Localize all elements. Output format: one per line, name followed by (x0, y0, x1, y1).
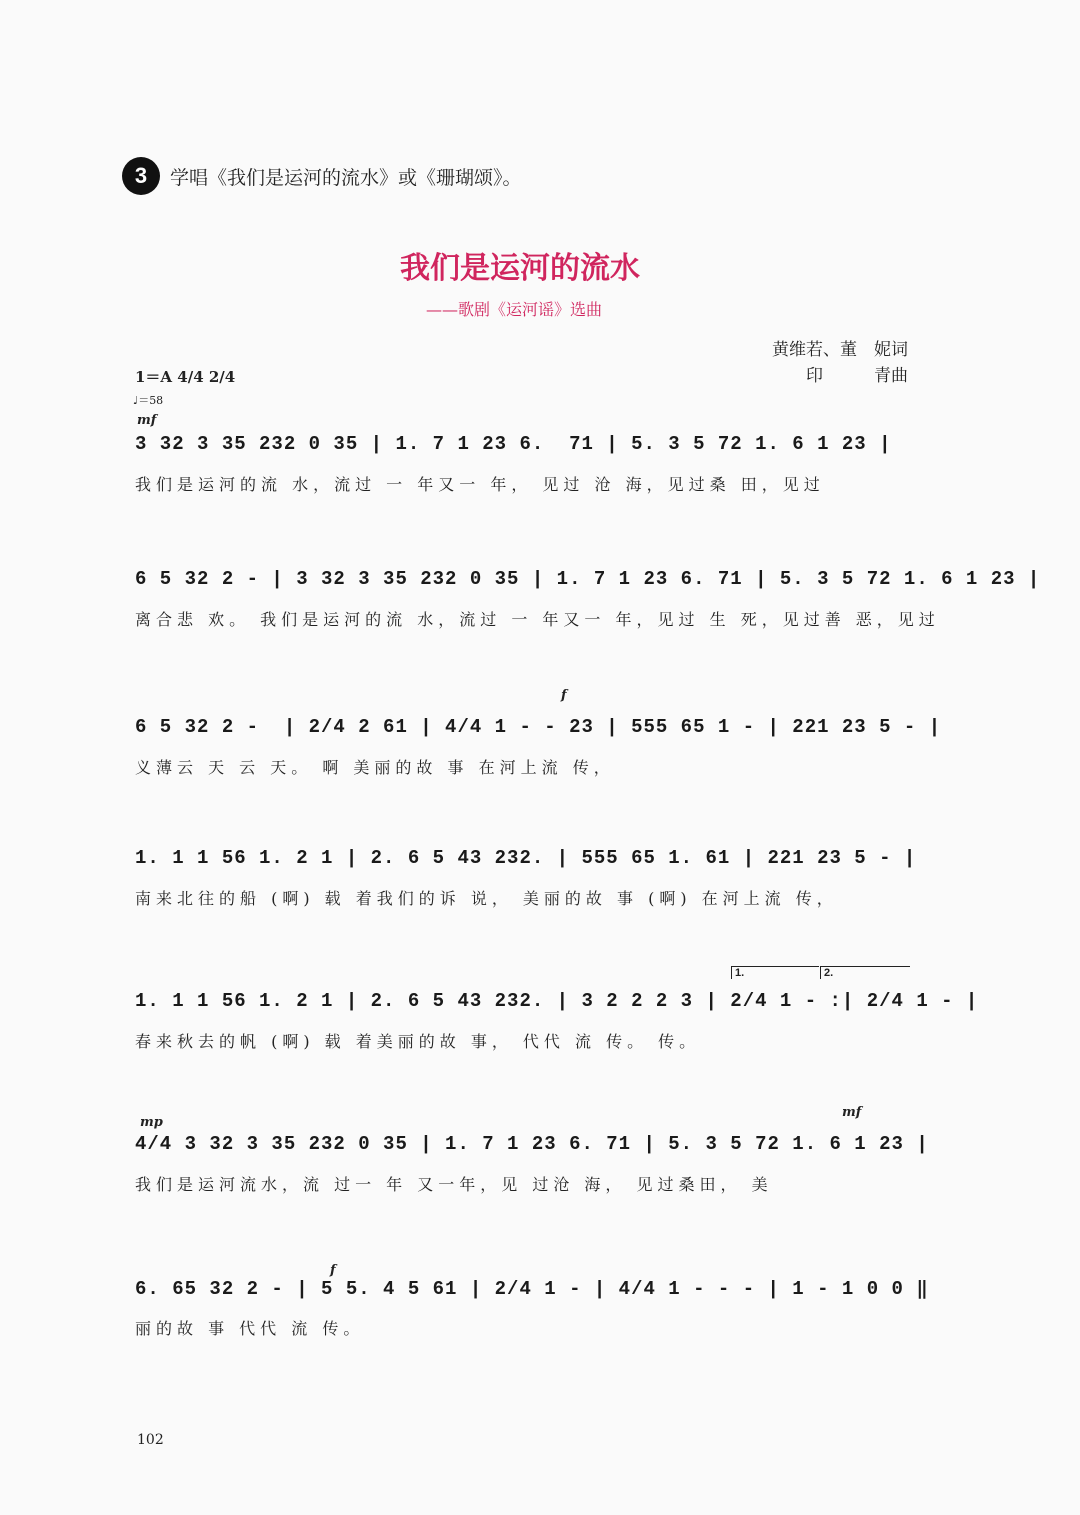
notation-row: 6 5 32 2 - | 2/4 2 61 | 4/4 1 - - 23 | 555 65 1 - | 221 23 5 - | (135, 716, 942, 738)
task-instruction (122, 156, 522, 196)
volta-second-ending: 2. (820, 966, 910, 979)
composer-credit: 印 青曲 (806, 366, 908, 386)
notation-row: 1. 1 1 56 1. 2 1 | 2. 6 5 43 232. | 555 65 1. 61 | 221 23 5 - | (135, 847, 917, 869)
dynamic-f: f (561, 688, 567, 703)
dynamic-mp: mp (140, 1115, 163, 1130)
notation-row: 4/4 3 32 3 35 232 0 35 | 1. 7 1 23 6. 71 | 5. 3 5 72 1. 6 1 23 | (135, 1133, 929, 1155)
volta-first-ending: 1. (731, 966, 819, 979)
score-line (135, 847, 917, 910)
score-line (135, 568, 1041, 631)
score-line (135, 1277, 929, 1340)
song-subtitle: ——歌剧《运河谣》选曲 (426, 300, 603, 319)
lyrics-row: 春来秋去的帆 (啊) 载 着美丽的故 事， 代代 流 传。 传。 (135, 1032, 701, 1051)
task-number-badge: 3 (122, 157, 160, 195)
score-line (135, 433, 910, 496)
lyrics-row: 丽的故 事 代代 流 传。 (135, 1319, 365, 1338)
notation-row: 3 32 3 35 232 0 35 | 1. 7 1 23 6. 71 | 5. 3 5 72 1. 6 1 23 | (135, 433, 892, 455)
score-line (135, 990, 979, 1053)
lyrics-row: 离合悲 欢。 我们是运河的流 水，流过 一 年又一 年，见过 生 死，见过善 恶，见过 (135, 610, 940, 629)
lyrics-row: 义薄云 天 云 天。 啊 美丽的故 事 在河上流 传， (135, 758, 615, 777)
dynamic-mf-2: mf (842, 1105, 862, 1120)
tempo-mark: ♩＝58 (133, 394, 164, 407)
score-line (135, 716, 942, 779)
dynamic-f-2: f (330, 1263, 336, 1278)
lyricist-credit: 黄维若、董 妮词 (772, 340, 908, 360)
lyrics-row: 南来北往的船 (啊) 载 着我们的诉 说， 美丽的故 事 (啊) 在河上流 传， (135, 889, 838, 908)
page-number: 102 (137, 1432, 164, 1448)
lyrics-row: 我们是运河流水，流 过一 年 又一年，见 过沧 海， 见过桑田， 美 (135, 1175, 773, 1194)
notation-row: 6 5 32 2 - | 3 32 3 35 232 0 35 | 1. 7 1 23 6. 71 | 5. 3 5 72 1. 6 1 23 | (135, 568, 1041, 590)
lyrics-row: 我们是运河的流 水，流过 一 年又一 年， 见过 沧 海，见过桑 田，见过 (135, 475, 825, 494)
dynamic-mf: mf (137, 413, 157, 428)
song-title: 我们是运河的流水 (400, 251, 640, 286)
score-line (135, 1133, 929, 1196)
task-text: 学唱《我们是运河的流水》或《珊瑚颂》。 (170, 166, 522, 189)
notation-row: 6. 65 32 2 - | 5 5. 4 5 61 | 2/4 1 - | 4/4 1 - - - | 1 - 1 0 0 ‖ (135, 1278, 929, 1300)
key-signature: 1＝A 4/4 2/4 (135, 368, 236, 386)
notation-row: 1. 1 1 56 1. 2 1 | 2. 6 5 43 232. | 3 2 2 2 3 | 2/4 1 - :| 2/4 1 - | (135, 990, 979, 1012)
song-credits (772, 337, 908, 389)
